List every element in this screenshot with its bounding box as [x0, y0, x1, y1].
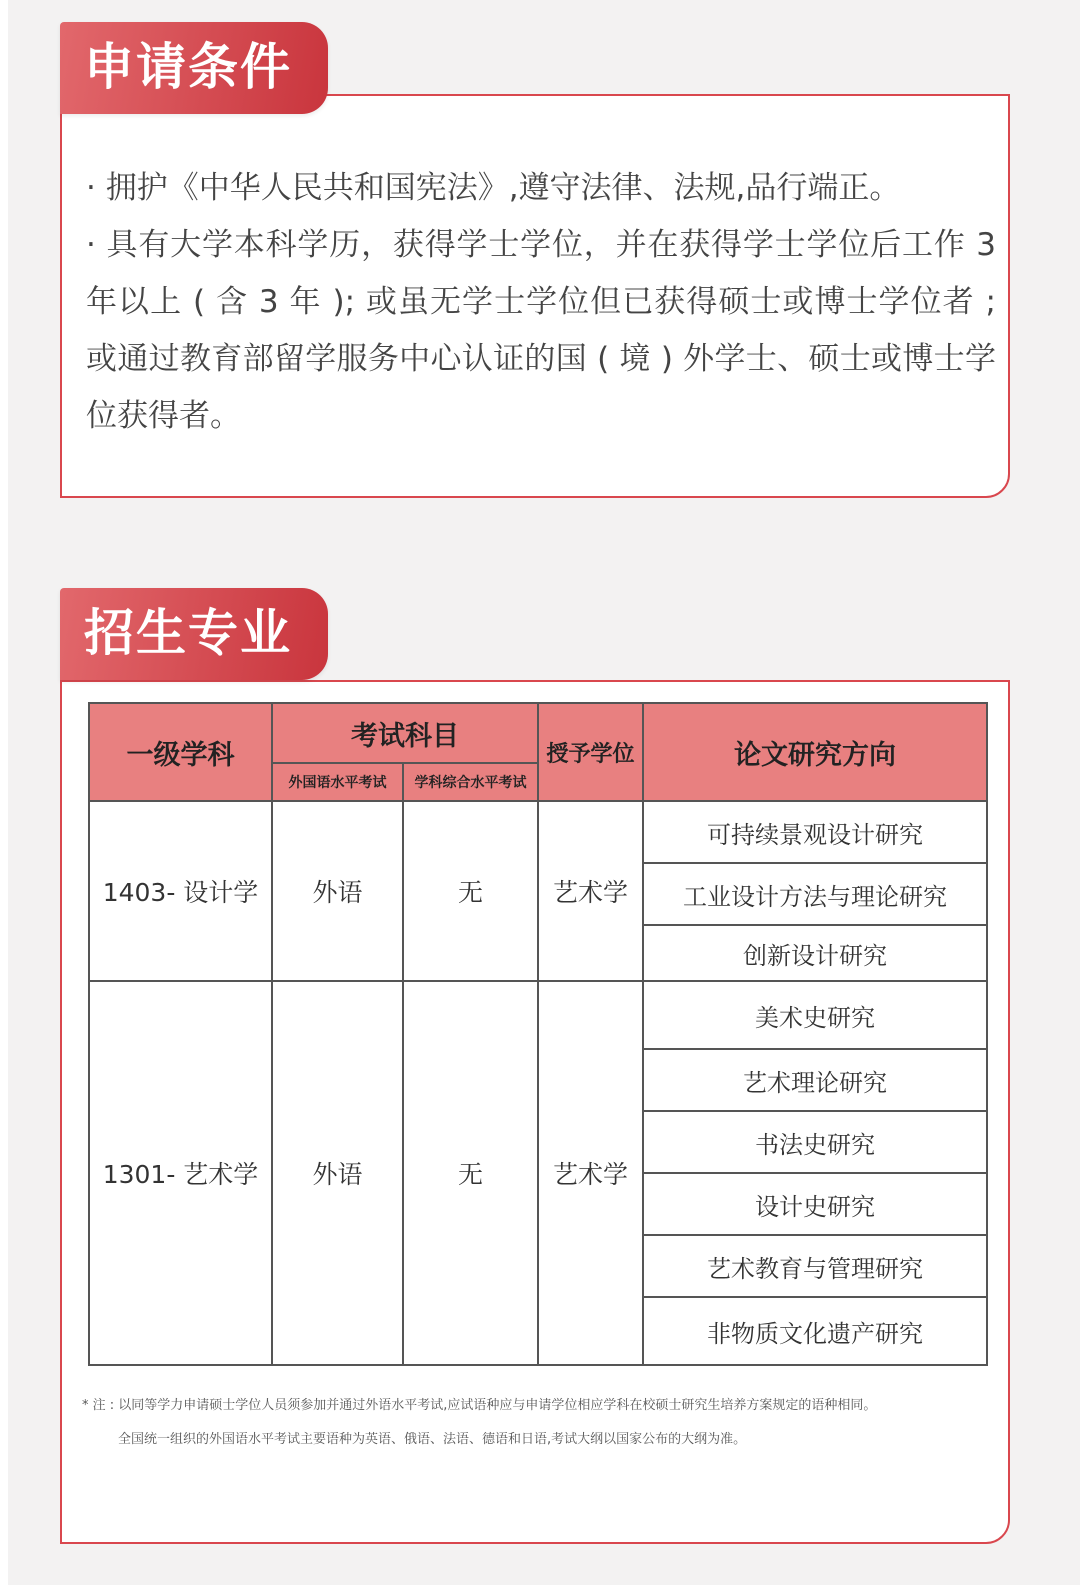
section-title: 招生专业	[84, 604, 292, 662]
header-degree: 授予学位	[538, 703, 643, 801]
degree-cell: 艺术学	[538, 981, 643, 1365]
direction-cell: 创新设计研究	[643, 925, 987, 981]
header-exam-comprehensive: 学科综合水平考试	[403, 763, 538, 801]
direction-cell: 非物质文化遗产研究	[643, 1297, 987, 1365]
direction-cell: 艺术理论研究	[643, 1049, 987, 1111]
header-exam-foreign: 外国语水平考试	[272, 763, 403, 801]
direction-cell: 设计史研究	[643, 1173, 987, 1235]
majors-card	[60, 680, 1010, 1544]
requirements-card	[60, 94, 1010, 498]
comprehensive-exam-cell: 无	[403, 981, 538, 1365]
header-discipline: 一级学科	[89, 703, 272, 801]
section-heading-requirements	[60, 22, 328, 114]
section-heading-majors	[60, 588, 328, 680]
page-edge	[0, 0, 8, 1585]
comprehensive-exam-cell: 无	[403, 801, 538, 981]
discipline-cell: 1403- 设计学	[89, 801, 272, 981]
requirement-item: · 拥护《中华人民共和国宪法》,遵守法律、法规,品行端正。	[86, 170, 901, 206]
foreign-exam-cell: 外语	[272, 801, 403, 981]
direction-cell: 可持续景观设计研究	[643, 801, 987, 863]
discipline-cell: 1301- 艺术学	[89, 981, 272, 1365]
requirement-item: · 具有大学本科学历，获得学士学位，并在获得学士学位后工作 3 年以上 ( 含 3 年 ); 或虽无学士学位但已获得硕士或博士学位者 ; 或通过教育部留学服务中心认证的国 ( 境 ) 外学士、硕士或博士学位获得者。	[86, 227, 996, 434]
foreign-exam-cell: 外语	[272, 981, 403, 1365]
direction-cell: 工业设计方法与理论研究	[643, 863, 987, 925]
degree-cell: 艺术学	[538, 801, 643, 981]
header-direction: 论文研究方向	[643, 703, 987, 801]
direction-cell: 书法史研究	[643, 1111, 987, 1173]
header-exam: 考试科目	[272, 703, 538, 763]
direction-cell: 美术史研究	[643, 981, 987, 1049]
footnote: 全国统一组织的外国语水平考试主要语种为英语、俄语、法语、德语和日语,考试大纲以国家公布的大纲为准。	[118, 1432, 747, 1447]
majors-table	[88, 702, 988, 1366]
footnote: * 注 : 以同等学力申请硕士学位人员须参加并通过外语水平考试,应试语种应与申请学位相应学科在校硕士研究生培养方案规定的语种相同。	[82, 1398, 877, 1413]
section-title: 申请条件	[84, 38, 292, 96]
direction-cell: 艺术教育与管理研究	[643, 1235, 987, 1297]
